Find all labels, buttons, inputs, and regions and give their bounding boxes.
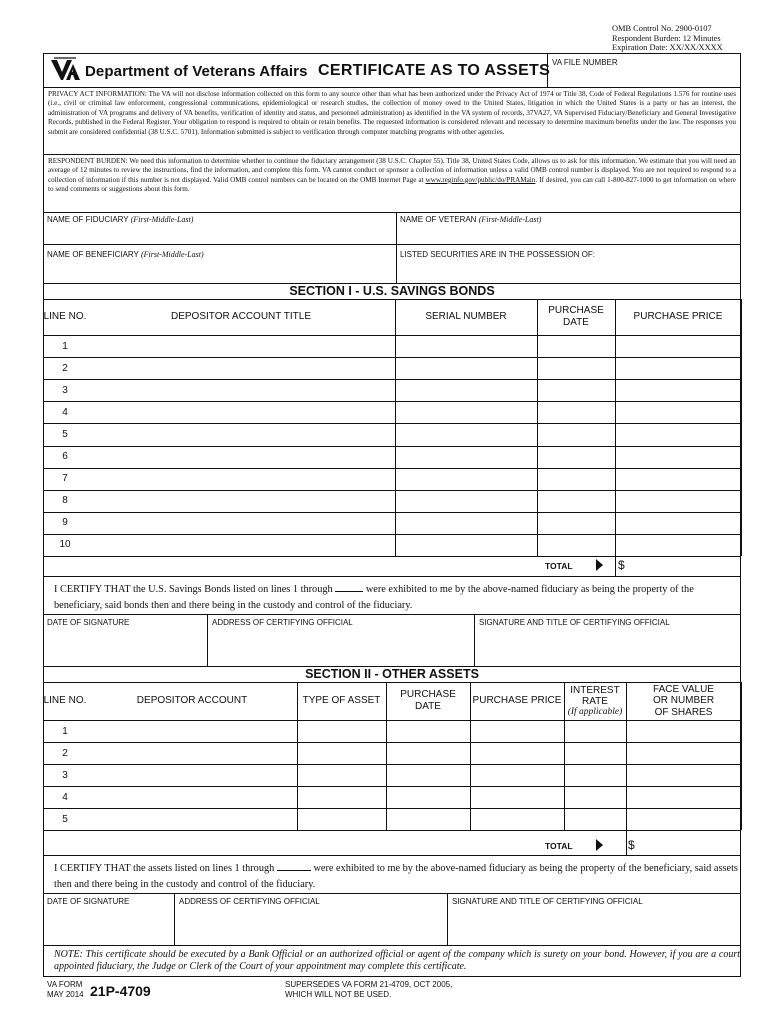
va-seal-logo-icon xyxy=(50,57,80,83)
s2-address-field[interactable] xyxy=(174,893,447,945)
s2-row-cell[interactable] xyxy=(564,742,626,764)
s2-address-label: ADDRESS OF CERTIFYING OFFICIAL xyxy=(179,897,320,906)
s1-line-number: 1 xyxy=(62,340,68,352)
s2-line-number: 2 xyxy=(62,747,68,759)
footer-supersedes-line2: WHICH WILL NOT BE USED. xyxy=(285,990,392,999)
s2-total-dollar: $ xyxy=(628,838,635,852)
s2-line-number: 5 xyxy=(62,813,68,825)
s2-row-cell[interactable] xyxy=(87,764,297,786)
s1-col-purchase-date: PURCHASE DATE xyxy=(548,305,604,328)
s1-row-cell[interactable] xyxy=(395,490,537,512)
s2-col-line: LINE NO. xyxy=(43,695,87,706)
s1-row-cell[interactable] xyxy=(395,423,537,445)
s1-row-cell[interactable] xyxy=(615,512,741,534)
s1-row-cell[interactable] xyxy=(537,468,615,490)
s1-row-cell[interactable] xyxy=(615,534,741,556)
table-column-rule xyxy=(537,299,538,556)
s1-row-cell[interactable] xyxy=(615,357,741,379)
s2-row-cell[interactable] xyxy=(297,808,386,830)
fiduciary-name-label xyxy=(47,215,193,224)
divider xyxy=(43,576,741,577)
s1-sig-title-label: SIGNATURE AND TITLE OF CERTIFYING OFFICIAL xyxy=(479,618,670,627)
footer-form-date: MAY 2014 xyxy=(47,990,84,999)
securities-possession-label: LISTED SECURITIES ARE IN THE POSSESSION OF: xyxy=(400,250,596,259)
omb-expiration-date: Expiration Date: XX/XX/XXXX xyxy=(612,43,723,53)
footer-va-form xyxy=(47,980,84,1000)
respondent-burden-text-end: . If desired, you can call 1-800-827-1000 to get information on where to send comments or suggestions about this form. xyxy=(48,175,736,194)
s1-row-cell[interactable] xyxy=(537,446,615,468)
s1-row-cell[interactable] xyxy=(87,379,395,401)
s1-certification-text xyxy=(54,582,738,614)
veteran-hint: (First-Middle-Last) xyxy=(478,215,542,224)
s2-row-cell[interactable] xyxy=(87,808,297,830)
department-name: Department of Veterans Affairs xyxy=(85,63,308,80)
s1-col-purchase-price: PURCHASE PRICE xyxy=(633,311,723,322)
s2-row-cell[interactable] xyxy=(386,742,470,764)
s1-total-amount-field[interactable] xyxy=(616,556,741,576)
omb-internet-link[interactable]: www.reginfo.gov/public/do/PRAMain xyxy=(425,175,536,184)
s1-line-number: 8 xyxy=(62,495,68,507)
s1-cert-part1: I CERTIFY THAT the U.S. Savings Bonds listed on lines 1 through xyxy=(54,584,333,595)
privacy-act-text: PRIVACY ACT INFORMATION: The VA will not disclose information collected on this form to any source other than what has been authorized under the Privacy Act of 1974 or Title 38, Code of Federal Regulations 1.576 for routine uses (i.e., civil or criminal law enforcement, congressional communications, epidemiological or research studies, the collection of money owed to the United States, litigation in which the United States is a party or has an interest, the administration of VA programs and delivery of VA benefits, verification of identity and status, and personnel administration) as identified in the VA system of records, 37VA27, VA Supervised Fiduciary/Beneficiary and General Investigative Records, published in the Federal Register. Your obligation to respond is required to obtain or retain benefits. The requested information is considered relevant and necessary to determine maximum benefits under the law. The responses you submit are considered confidential (38 U.S.C. 5701). Information submitted is subject to verification through computer matching programs with other agencies. xyxy=(48,90,736,136)
s2-certification-text xyxy=(54,861,738,893)
s1-row-cell[interactable] xyxy=(87,401,395,423)
table-column-rule xyxy=(386,682,387,830)
respondent-burden-text xyxy=(48,157,736,195)
section2-title: SECTION II - OTHER ASSETS xyxy=(305,667,479,681)
s1-row-cell[interactable] xyxy=(537,490,615,512)
s1-line-number: 6 xyxy=(62,451,68,463)
s1-address-field[interactable] xyxy=(207,614,474,666)
divider xyxy=(43,154,741,155)
s2-total-label: TOTAL xyxy=(545,841,573,851)
table-column-rule xyxy=(395,299,396,556)
s1-row-cell[interactable] xyxy=(87,534,395,556)
s1-row-cell[interactable] xyxy=(87,423,395,445)
s2-row-cell[interactable] xyxy=(87,742,297,764)
s1-sig-date-label: DATE OF SIGNATURE xyxy=(47,618,130,627)
s2-interest-rate-hint: (If applicable) xyxy=(567,706,623,717)
s1-cert-part2: were exhibited to me by the above-named fiduciary as being the property of the beneficiary, said bonds then and there being in the custody and control of the fiduciary. xyxy=(54,584,694,611)
s1-row-cell[interactable] xyxy=(395,379,537,401)
s2-row-cell[interactable] xyxy=(564,764,626,786)
s1-col-line: LINE NO. xyxy=(43,311,87,322)
s2-row-cell[interactable] xyxy=(626,764,741,786)
s1-row-cell[interactable] xyxy=(395,534,537,556)
s2-row-cell[interactable] xyxy=(564,720,626,742)
s1-row-cell[interactable] xyxy=(537,357,615,379)
s1-row-cell[interactable] xyxy=(395,335,537,357)
s2-row-cell[interactable] xyxy=(564,808,626,830)
s2-row-cell[interactable] xyxy=(470,808,564,830)
s1-line-number: 2 xyxy=(62,362,68,374)
divider xyxy=(43,855,741,856)
s2-line-number: 3 xyxy=(62,769,68,781)
s1-line-number: 5 xyxy=(62,428,68,440)
s2-cert-part2: were exhibited to me by the above-named fiduciary as being the property of the beneficiary, said assets then and there being in the custody and control of the fiduciary. xyxy=(54,863,738,890)
s2-line-number: 4 xyxy=(62,791,68,803)
s1-row-cell[interactable] xyxy=(395,468,537,490)
s2-row-cell[interactable] xyxy=(297,764,386,786)
table-column-rule xyxy=(615,299,616,556)
s1-row-cell[interactable] xyxy=(615,423,741,445)
s2-row-cell[interactable] xyxy=(626,808,741,830)
section2-table xyxy=(43,682,741,855)
fiduciary-hint: (First-Middle-Last) xyxy=(130,215,194,224)
s2-row-cell[interactable] xyxy=(626,720,741,742)
s2-row-cell[interactable] xyxy=(470,720,564,742)
s1-row-cell[interactable] xyxy=(87,357,395,379)
va-file-number-label: VA FILE NUMBER xyxy=(552,58,618,67)
s2-row-cell[interactable] xyxy=(386,786,470,808)
s1-row-cell[interactable] xyxy=(537,401,615,423)
s1-line-number: 9 xyxy=(62,517,68,529)
s1-row-cell[interactable] xyxy=(615,468,741,490)
divider xyxy=(43,945,741,946)
respondent-burden-text-start: RESPONDENT BURDEN: We need this information to determine whether to continue the fiduciary arrangement (38 U.S.C. Chapter 55). Title 38, United States Code, allows us to ask for this information. We estimate that you will need an average of 12 minutes to review the instructions, find the information, and complete this form. VA cannot conduct or sponsor a collection of information unless a valid OMB control number is displayed. You are not required to respond to a collection of information if this number is not displayed. Valid OMB control numbers can be located on the OMB Internet Page at xyxy=(48,157,736,184)
s1-row-cell[interactable] xyxy=(87,512,395,534)
s2-sig-title-label: SIGNATURE AND TITLE OF CERTIFYING OFFICIAL xyxy=(452,897,643,906)
s2-row-cell[interactable] xyxy=(386,808,470,830)
table-column-rule xyxy=(741,299,742,556)
s2-row-cell[interactable] xyxy=(470,764,564,786)
s2-total-amount-field[interactable] xyxy=(626,836,741,855)
s1-row-cell[interactable] xyxy=(87,446,395,468)
table-column-rule xyxy=(297,682,298,830)
table-column-rule xyxy=(626,682,627,830)
table-rule xyxy=(43,830,741,831)
s2-row-cell[interactable] xyxy=(626,742,741,764)
veteran-name-label xyxy=(400,215,541,224)
s2-row-cell[interactable] xyxy=(564,786,626,808)
s2-row-cell[interactable] xyxy=(470,786,564,808)
footer-supersedes-line1: SUPERSEDES VA FORM 21-4709, OCT 2005, xyxy=(285,980,453,989)
s1-row-cell[interactable] xyxy=(87,335,395,357)
s1-row-cell[interactable] xyxy=(615,490,741,512)
s1-signature-field[interactable] xyxy=(474,614,741,666)
s2-col-purchase-date: PURCHASE DATE xyxy=(400,689,456,712)
s1-line-through-field[interactable] xyxy=(335,582,363,592)
s2-row-cell[interactable] xyxy=(297,720,386,742)
beneficiary-name-label xyxy=(47,250,204,259)
s1-line-number: 3 xyxy=(62,384,68,396)
s2-row-cell[interactable] xyxy=(626,786,741,808)
s1-line-number: 4 xyxy=(62,406,68,418)
s2-col-type-of-asset: TYPE OF ASSET xyxy=(302,695,381,706)
s2-row-cell[interactable] xyxy=(87,786,297,808)
s1-row-cell[interactable] xyxy=(395,401,537,423)
s1-row-cell[interactable] xyxy=(537,335,615,357)
form-title: CERTIFICATE AS TO ASSETS xyxy=(318,62,551,79)
table-column-rule xyxy=(741,682,742,830)
s1-row-cell[interactable] xyxy=(537,379,615,401)
s1-date-of-signature-field[interactable] xyxy=(43,614,207,666)
s2-col-interest-rate xyxy=(564,682,626,720)
note-text: NOTE: This certificate should be executed by a Bank Official or an authorized official or agent of the company which is surety on your bond. However, if you are a court appointed fiduciary, the Judge or Clerk of the Court of your appointment may complete this certificate. xyxy=(54,949,740,972)
section1-table xyxy=(43,299,741,576)
s1-row-cell[interactable] xyxy=(615,401,741,423)
s1-row-cell[interactable] xyxy=(87,490,395,512)
fiduciary-label-text: NAME OF FIDUCIARY xyxy=(47,215,129,224)
section1-title: SECTION I - U.S. SAVINGS BONDS xyxy=(289,284,495,298)
s1-row-cell[interactable] xyxy=(615,335,741,357)
s2-col-purchase-price: PURCHASE PRICE xyxy=(472,695,562,706)
footer-supersedes xyxy=(285,980,452,1000)
s1-col-serial-number: SERIAL NUMBER xyxy=(425,311,507,322)
s1-row-cell[interactable] xyxy=(395,446,537,468)
s1-line-number: 7 xyxy=(62,473,68,485)
omb-respondent-burden: Respondent Burden: 12 Minutes xyxy=(612,33,721,43)
veteran-label-text: NAME OF VETERAN xyxy=(400,215,477,224)
s1-row-cell[interactable] xyxy=(395,512,537,534)
omb-info xyxy=(612,24,723,53)
omb-control-number: OMB Control No. 2900-0107 xyxy=(612,24,712,33)
s2-line-number: 1 xyxy=(62,725,68,737)
s2-sig-date-label: DATE OF SIGNATURE xyxy=(47,897,130,906)
s2-col-depositor-account: DEPOSITOR ACCOUNT xyxy=(136,695,248,706)
s1-row-cell[interactable] xyxy=(615,379,741,401)
s1-address-label: ADDRESS OF CERTIFYING OFFICIAL xyxy=(212,618,353,627)
table-column-rule xyxy=(470,682,471,830)
s2-signature-field[interactable] xyxy=(447,893,741,945)
s1-col-account-title: DEPOSITOR ACCOUNT TITLE xyxy=(170,311,312,322)
table-column-rule xyxy=(564,682,565,830)
s1-total-label: TOTAL xyxy=(545,561,573,571)
s1-total-dollar: $ xyxy=(618,558,625,572)
s1-line-number: 10 xyxy=(59,539,71,551)
s1-row-cell[interactable] xyxy=(87,468,395,490)
s2-line-through-field[interactable] xyxy=(277,861,311,871)
s1-row-cell[interactable] xyxy=(537,423,615,445)
s2-row-cell[interactable] xyxy=(87,720,297,742)
s1-row-cell[interactable] xyxy=(537,512,615,534)
s2-date-of-signature-field[interactable] xyxy=(43,893,174,945)
s2-row-cell[interactable] xyxy=(297,742,386,764)
s2-row-cell[interactable] xyxy=(386,764,470,786)
s1-row-cell[interactable] xyxy=(537,534,615,556)
beneficiary-hint: (First-Middle-Last) xyxy=(140,250,204,259)
s1-total-arrow-icon xyxy=(596,559,603,571)
s2-row-cell[interactable] xyxy=(386,720,470,742)
footer-form-number: 21P-4709 xyxy=(90,983,151,999)
s2-total-arrow-icon xyxy=(596,839,603,851)
s1-row-cell[interactable] xyxy=(395,357,537,379)
footer-va-form-label: VA FORM xyxy=(47,980,83,989)
s2-col-face-value: FACE VALUE OR NUMBER OF SHARES xyxy=(652,683,715,718)
s1-row-cell[interactable] xyxy=(615,446,741,468)
s2-row-cell[interactable] xyxy=(297,786,386,808)
beneficiary-label-text: NAME OF BENEFICIARY xyxy=(47,250,139,259)
s2-row-cell[interactable] xyxy=(470,742,564,764)
s2-interest-rate-label: INTEREST RATE xyxy=(570,684,620,707)
s2-cert-part1: I CERTIFY THAT the assets listed on lines 1 through xyxy=(54,863,275,874)
